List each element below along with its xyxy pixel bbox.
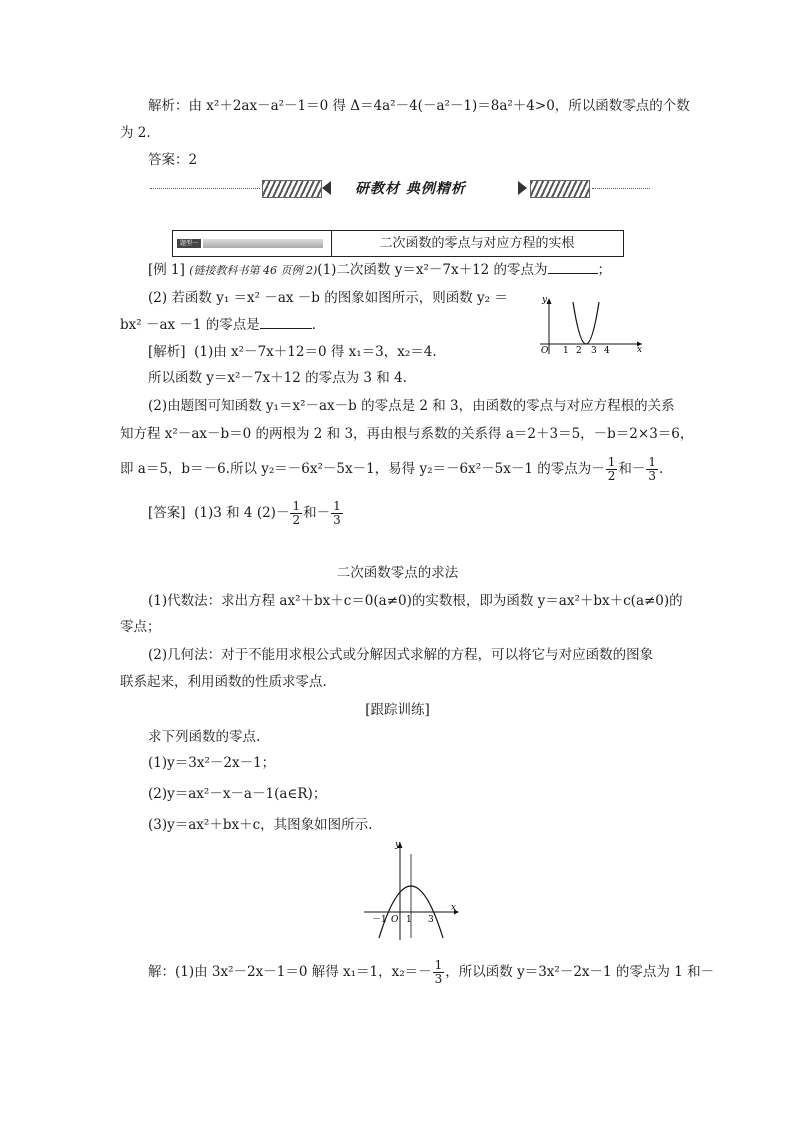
fraction-one-third bbox=[433, 959, 445, 986]
fraction-one-third bbox=[646, 456, 658, 483]
graph-practice-parabola bbox=[360, 838, 464, 942]
practice-intro: 求下列函数的零点. bbox=[148, 729, 261, 745]
example1-sol2c bbox=[120, 452, 675, 486]
topic-label-cell bbox=[173, 231, 332, 256]
topic-title: 二次函数的零点与对应方程的实根 bbox=[379, 236, 575, 251]
example1-q2a: (2) 若函数 y₁ ＝x² －ax －b 的图象如图所示，则函数 y₂ ＝ bbox=[148, 290, 508, 306]
frac-num: 1 bbox=[333, 499, 341, 513]
banner-arrow-right-icon bbox=[518, 181, 527, 195]
example1-sol1b: 所以函数 y＝x²－7x＋12 的零点为 3 和 4. bbox=[148, 370, 407, 386]
example1-source: (链接教科书第 46 页例 2) bbox=[189, 264, 318, 277]
method-p2a: (2)几何法：对于不能用求根公式或分解因式求解的方程，可以将它与对应函数的图象 bbox=[148, 647, 654, 663]
y-axis-arrow-icon bbox=[547, 298, 552, 304]
intro-answer: 答案：2 bbox=[148, 152, 198, 168]
solution-text-a: 解：(1)由 3x²－2x－1＝0 解得 x₁＝1，x₂＝－ bbox=[148, 964, 432, 980]
banner-title: 研教材 典例精析 bbox=[355, 181, 466, 197]
method-title: 二次函数零点的求法 bbox=[336, 565, 459, 581]
method-p1b: 零点； bbox=[120, 619, 161, 635]
example1-question2b bbox=[120, 315, 420, 335]
banner-stripes-left bbox=[262, 180, 322, 198]
x-label: x bbox=[451, 903, 457, 913]
origin-label: O bbox=[541, 346, 549, 356]
example1-sol2c-end: . bbox=[659, 461, 664, 477]
method-p2b: 联系起来，利用函数的性质求零点. bbox=[120, 674, 327, 690]
answer-blank-1 bbox=[548, 273, 598, 274]
section-banner bbox=[150, 176, 650, 202]
answer-text: (1)3 和 4 (2)－ bbox=[194, 505, 290, 521]
topic-tag: 题型一 bbox=[177, 239, 201, 248]
solution-text-b: ，所以函数 y＝3x²－2x－1 的零点为 1 和－ bbox=[445, 964, 715, 980]
y-label: y bbox=[542, 295, 548, 305]
graph-y1-parabola bbox=[536, 294, 648, 356]
tick-label: 3 bbox=[428, 915, 434, 925]
fraction-one-half bbox=[606, 456, 618, 483]
banner-stripes-right bbox=[530, 180, 590, 198]
example1-answer bbox=[148, 496, 703, 530]
example1-sol2c-mid: 和－ bbox=[618, 461, 646, 477]
topic-box bbox=[172, 230, 624, 257]
origin-label: O bbox=[391, 915, 399, 925]
fraction-one-half bbox=[290, 500, 302, 527]
frac-den: 3 bbox=[333, 513, 341, 527]
frac-den: 3 bbox=[434, 972, 443, 986]
frac-num: 1 bbox=[434, 958, 443, 972]
practice-item-1: (1)y＝3x²－2x－1； bbox=[148, 755, 276, 771]
y-label: y bbox=[395, 840, 401, 850]
frac-den: 3 bbox=[648, 469, 656, 483]
example1-q2b: bx² －ax －1 的零点是 bbox=[120, 317, 260, 333]
example1-sol2a: (2)由题图可知函数 y₁＝x²－ax－b 的零点是 2 和 3，由函数的零点与对应方程根的关系 bbox=[148, 398, 675, 414]
intro-analysis-cont: 为 2. bbox=[120, 125, 151, 141]
tick-label: 1 bbox=[406, 915, 412, 925]
tick-label: 2 bbox=[576, 346, 582, 356]
example1-q1-end: ； bbox=[597, 262, 612, 278]
parabola-curve bbox=[573, 302, 599, 344]
answer-label: [答案] bbox=[148, 505, 186, 521]
practice-item-2: (2)y＝ax²－x－a－1(a∈R)； bbox=[148, 786, 327, 802]
answer-mid: 和－ bbox=[303, 505, 331, 521]
tick-label: 4 bbox=[604, 346, 610, 356]
tick-label: 3 bbox=[591, 346, 597, 356]
example1-q2b-end: ． bbox=[311, 317, 326, 333]
example1-sol2b: 知方程 x²－ax－b＝0 的两根为 2 和 3，再由根与系数的关系得 a＝2＋3＝5，－b＝2×3＝6， bbox=[120, 426, 694, 442]
example1-label: [例 1] bbox=[148, 262, 185, 278]
method-p1a: (1)代数法：求出方程 ax²＋bx＋c＝0(a≠0)的实数根，即为函数 y＝ax²＋bx＋c(a≠0)的 bbox=[148, 593, 683, 609]
banner-dots-left bbox=[150, 188, 260, 189]
frac-num: 1 bbox=[607, 455, 616, 469]
fraction-one-third bbox=[331, 500, 343, 527]
solution-label: [解析] bbox=[148, 344, 186, 360]
example1-question1 bbox=[148, 260, 703, 281]
solution-line bbox=[148, 955, 715, 989]
practice-item-3: (3)y＝ax²＋bx＋c，其图象如图所示. bbox=[148, 817, 373, 833]
example1-sol2c-text: 即 a＝5，b＝－6.所以 y₂＝－6x²－5x－1，易得 y₂＝－6x²－5x－1 的零点为－ bbox=[120, 461, 605, 477]
answer-blank-2 bbox=[260, 328, 312, 329]
banner-dots-right bbox=[592, 188, 650, 189]
frac-num: 1 bbox=[292, 499, 301, 513]
frac-den: 2 bbox=[292, 513, 301, 527]
example1-solution1 bbox=[148, 342, 528, 362]
practice-title: [跟踪训练] bbox=[365, 702, 430, 718]
frac-num: 1 bbox=[648, 455, 656, 469]
x-label: x bbox=[637, 345, 643, 355]
tick-label: －1 bbox=[372, 915, 387, 925]
topic-bar bbox=[203, 239, 323, 248]
tick-label: 1 bbox=[563, 346, 569, 356]
intro-analysis: 解析：由 x²＋2ax－a²－1＝0 得 Δ＝4a²－4(－a²－1)＝8a²＋4>0，所以函数零点的个数 bbox=[148, 98, 690, 114]
example1-q1: (1)二次函数 y＝x²－7x＋12 的零点为 bbox=[317, 262, 548, 278]
solution-part1: (1)由 x²－7x＋12＝0 得 x₁＝3，x₂＝4. bbox=[194, 344, 437, 360]
banner-arrow-left-icon bbox=[322, 181, 331, 195]
frac-den: 2 bbox=[607, 469, 616, 483]
